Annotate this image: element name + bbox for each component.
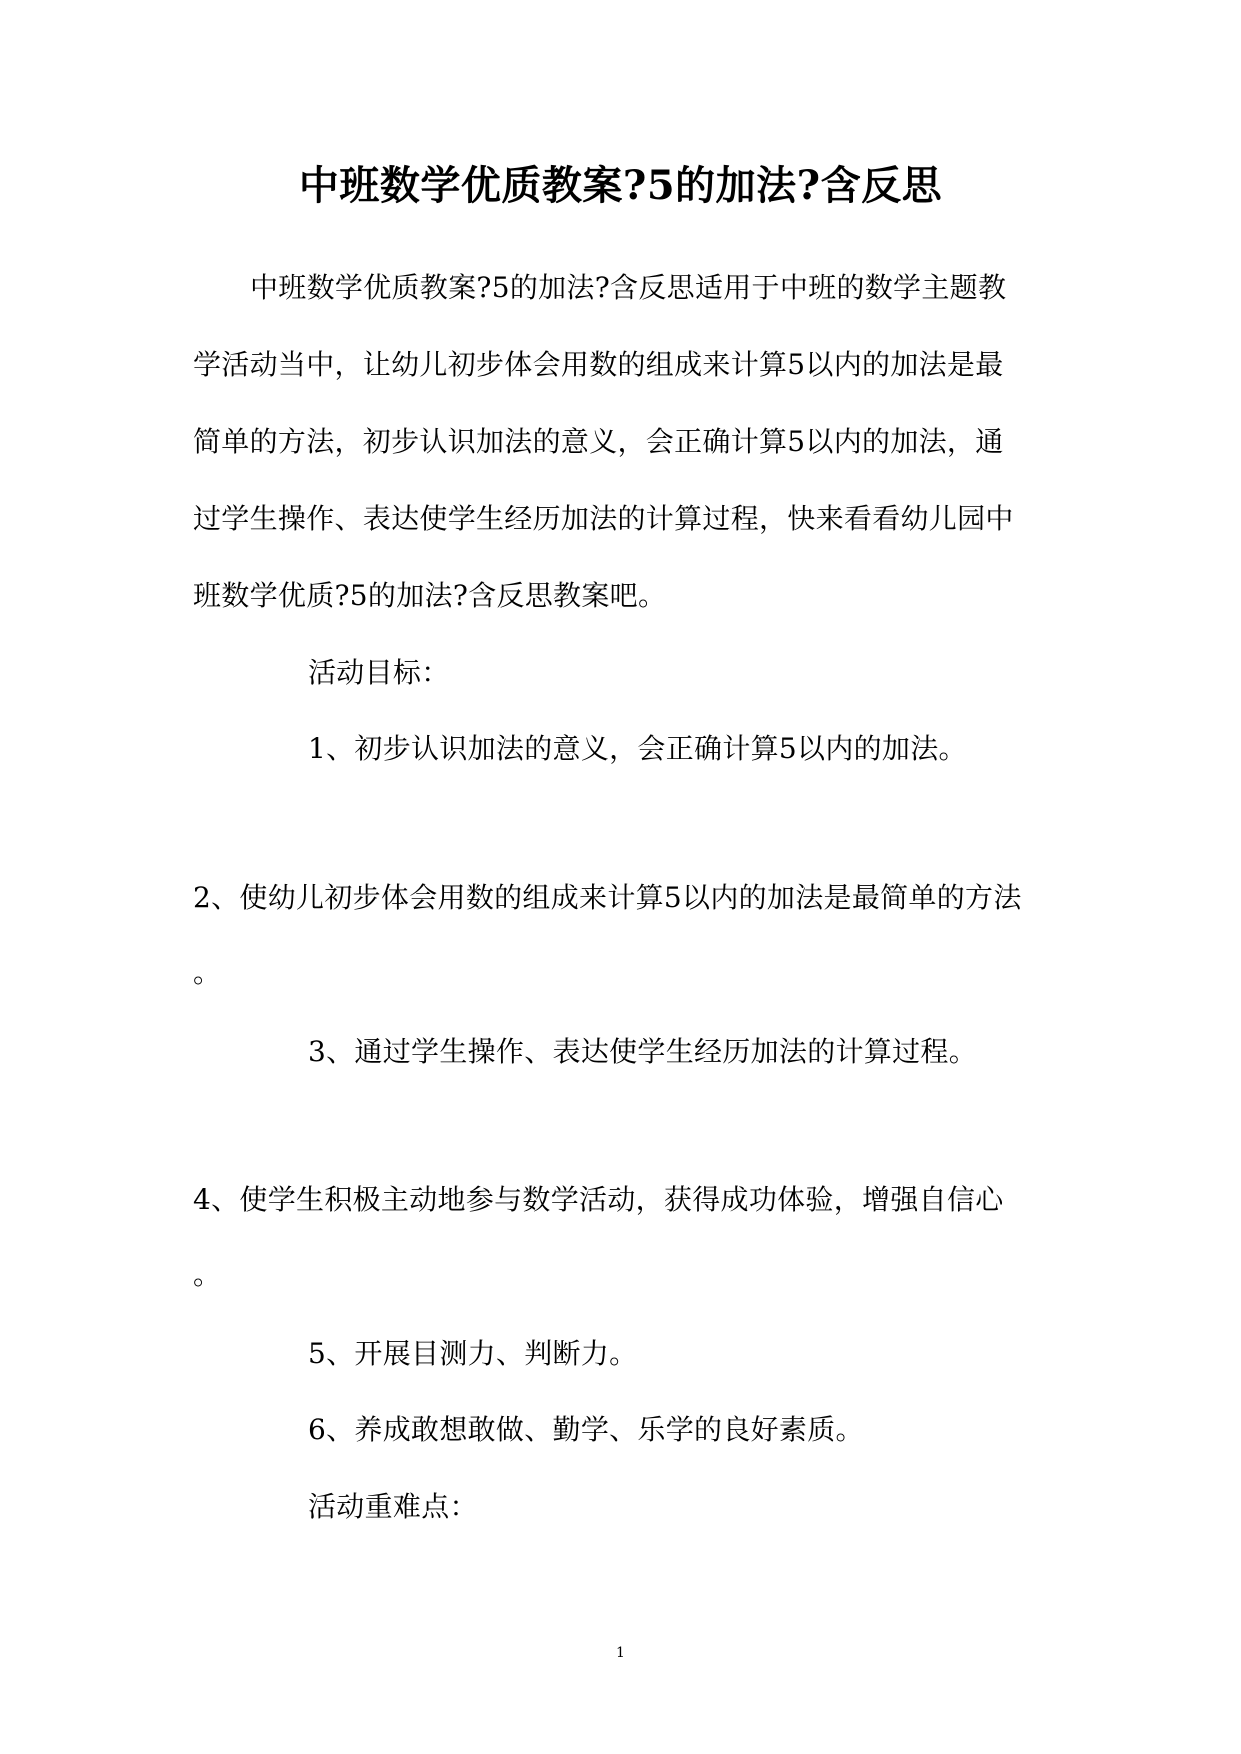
intro-line-2: 学活动当中，让幼儿初步体会用数的组成来计算5以内的加法是最 (193, 348, 1004, 381)
goal-6: 6、养成敢想敢做、勤学、乐学的良好素质。 (308, 1413, 864, 1446)
goal-2-line-1: 2、使幼儿初步体会用数的组成来计算5以内的加法是最简单的方法 (193, 881, 1022, 914)
intro-line-3: 简单的方法，初步认识加法的意义，会正确计算5以内的加法，通 (193, 425, 1004, 458)
goals-heading: 活动目标： (308, 656, 450, 689)
document-title: 中班数学优质教案?5的加法?含反思 (298, 162, 943, 209)
goal-5: 5、开展目测力、判断力。 (308, 1337, 638, 1370)
goal-4-line-1: 4、使学生积极主动地参与数学活动，获得成功体验，增强自信心 (193, 1183, 1004, 1216)
difficulty-heading: 活动重难点： (308, 1490, 478, 1523)
page-number: 1 (616, 1645, 625, 1661)
goal-2-line-2: 。 (193, 956, 222, 989)
goal-4-line-2: 。 (193, 1258, 222, 1291)
goal-1: 1、初步认识加法的意义，会正确计算5以内的加法。 (308, 732, 967, 765)
intro-line-1: 中班数学优质教案?5的加法?含反思适用于中班的数学主题教 (250, 271, 1007, 304)
intro-line-4: 过学生操作、表达使学生经历加法的计算过程，快来看看幼儿园中 (193, 502, 1014, 535)
goal-3: 3、通过学生操作、表达使学生经历加法的计算过程。 (308, 1035, 978, 1068)
intro-line-5: 班数学优质?5的加法?含反思教案吧。 (193, 579, 667, 612)
